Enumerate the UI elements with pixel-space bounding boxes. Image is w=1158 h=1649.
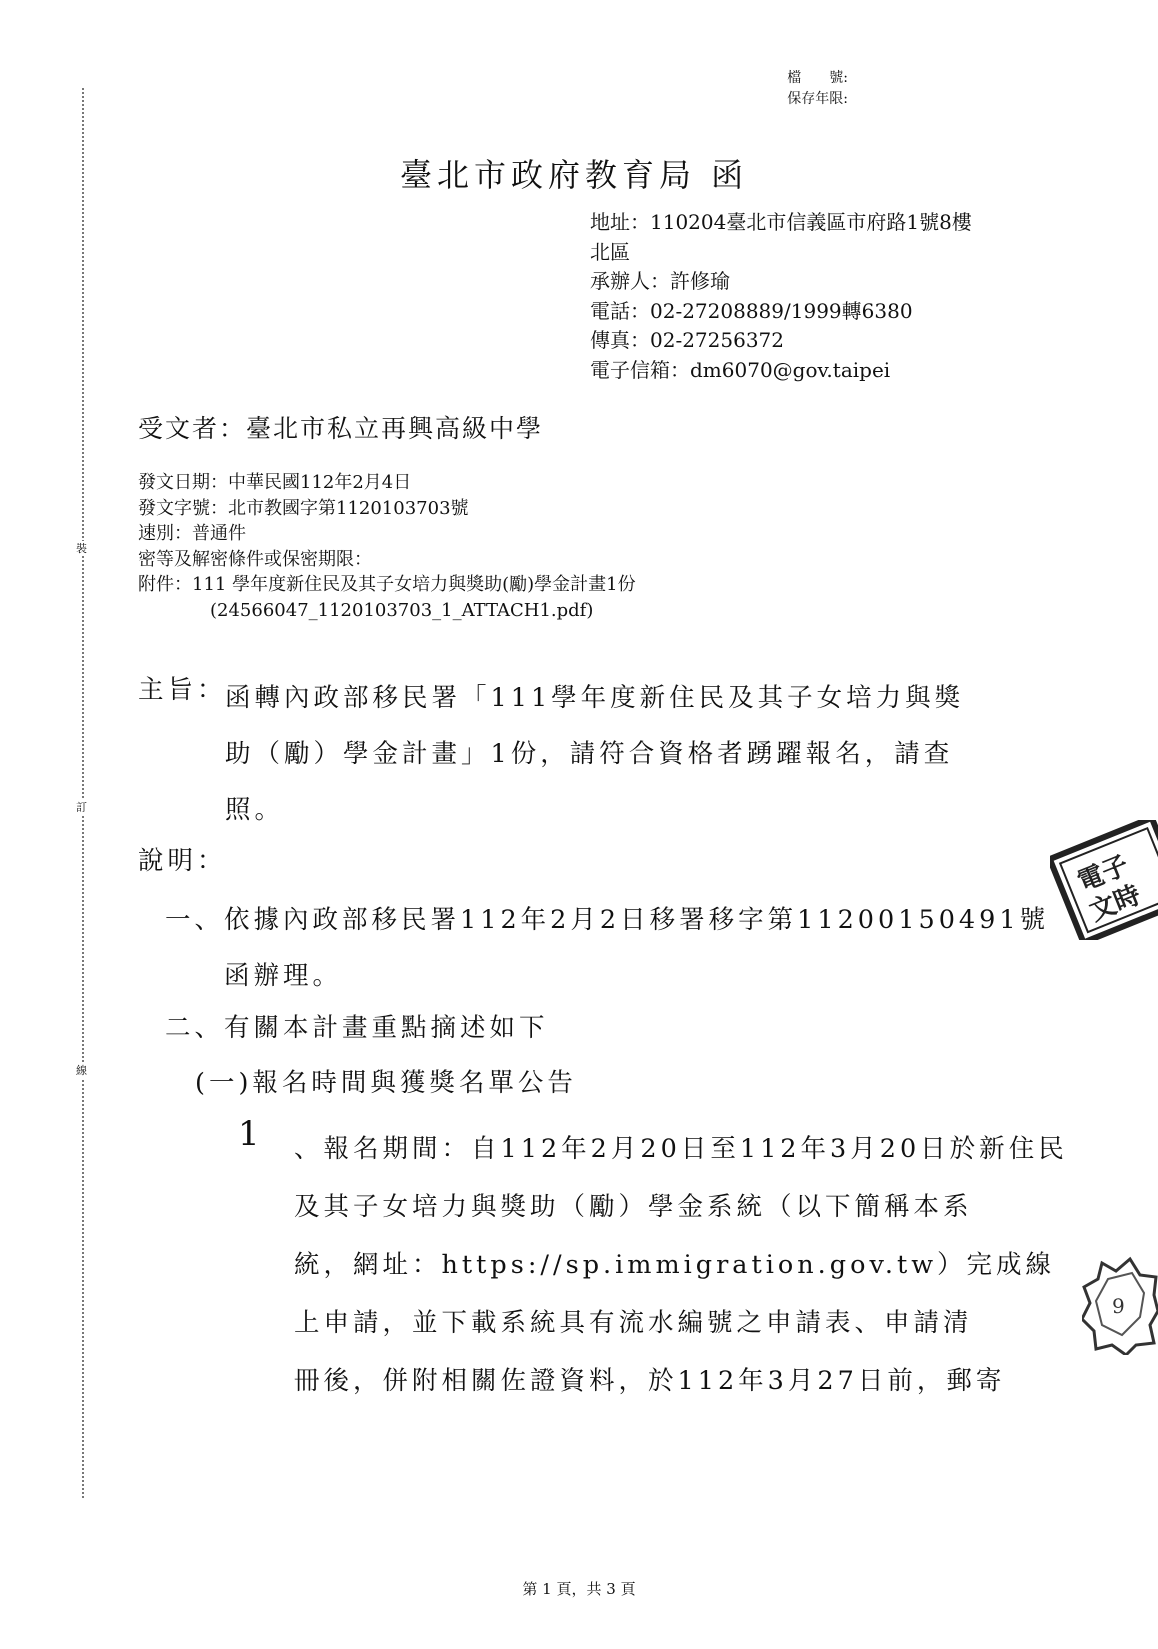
subject-line-1: 函轉內政部移民署「111學年度新住民及其子女培力與獎 <box>225 683 965 713</box>
subject-line-3: 照。 <box>225 795 285 825</box>
address: 地址：110204臺北市信義區市府路1號8樓 <box>590 210 972 234</box>
attachment: 附件：111 學年度新住民及其子女培力與獎助(勵)學金計畫1份 <box>138 574 636 595</box>
contact-block <box>590 208 972 385</box>
subject-label: 主旨： <box>138 675 227 705</box>
explanation-item-1 <box>165 892 1049 1004</box>
secrecy: 密等及解密條件或保密期限： <box>138 548 372 570</box>
point1-line-5: 冊後，併附相關佐證資料，於112年3月27日前，郵寄 <box>294 1366 1006 1396</box>
svg-text:電子: 電子 <box>1073 850 1134 898</box>
page-footer: 第 1 頁，共 3 頁 <box>522 1580 636 1598</box>
file-info <box>787 68 848 110</box>
point1-line-3: 統，網址：https://sp.immigration.gov.tw）完成線 <box>294 1250 1056 1280</box>
margin-mark-zhuang: 裝 <box>76 542 87 555</box>
phone: 電話：02-27208889/1999轉6380 <box>590 298 913 323</box>
sub-item-1: (一)報名時間與獲獎名單公告 <box>195 1068 577 1098</box>
file-no-label: 檔 號: <box>787 70 848 86</box>
document-meta <box>138 470 636 623</box>
point-1-text <box>294 1120 1068 1410</box>
subject-line-2: 助（勵）學金計畫」1份，請符合資格者踴躍報名，請查 <box>225 739 954 769</box>
email: 電子信箱：dm6070@gov.taipei <box>590 357 891 382</box>
retention-label: 保存年限: <box>787 91 848 107</box>
binding-margin-line <box>82 88 84 1498</box>
point1-line-2: 及其子女培力與獎助（勵）學金系統（以下簡稱本系 <box>294 1192 973 1222</box>
explanation-label: 說明： <box>138 846 227 876</box>
address-cont: 北區 <box>590 239 630 264</box>
recipient: 受文者：臺北市私立再興高級中學 <box>138 414 544 443</box>
speed: 速別：普通件 <box>138 523 246 544</box>
reference-number: 發文字號：北市教國字第1120103703號 <box>138 497 469 519</box>
explanation-item-2: 二、有關本計畫重點摘述如下 <box>165 1013 549 1043</box>
margin-mark-xian: 線 <box>76 1064 87 1077</box>
svg-text:文時: 文時 <box>1085 880 1146 928</box>
issue-date: 發文日期：中華民國112年2月4日 <box>138 472 412 493</box>
officer: 承辦人：許修瑜 <box>590 269 730 293</box>
point1-line-1: 、報名期間：自112年2月20日至112年3月20日於新住民 <box>294 1134 1068 1164</box>
fax: 傳真：02-27256372 <box>590 328 785 352</box>
seal-stamp <box>1082 1255 1158 1355</box>
point-number-1: 1 <box>238 1114 260 1154</box>
item1-line-2: 函辦理。 <box>165 961 343 991</box>
point1-line-4: 上申請，並下載系統具有流水編號之申請表、申請清 <box>294 1308 973 1338</box>
attachment-file-link[interactable]: (24566047_1120103703_1_ATTACH1.pdf) <box>210 599 594 621</box>
document-title: 臺北市政府教育局 函 <box>400 156 749 194</box>
seal-text: 9 <box>1112 1294 1125 1318</box>
margin-mark-ding: 訂 <box>76 801 87 814</box>
electronic-exchange-stamp <box>1050 820 1158 940</box>
subject-text <box>225 670 1015 838</box>
item1-line-1: 一、依據內政部移民署112年2月2日移署移字第11200150491號 <box>165 905 1050 935</box>
